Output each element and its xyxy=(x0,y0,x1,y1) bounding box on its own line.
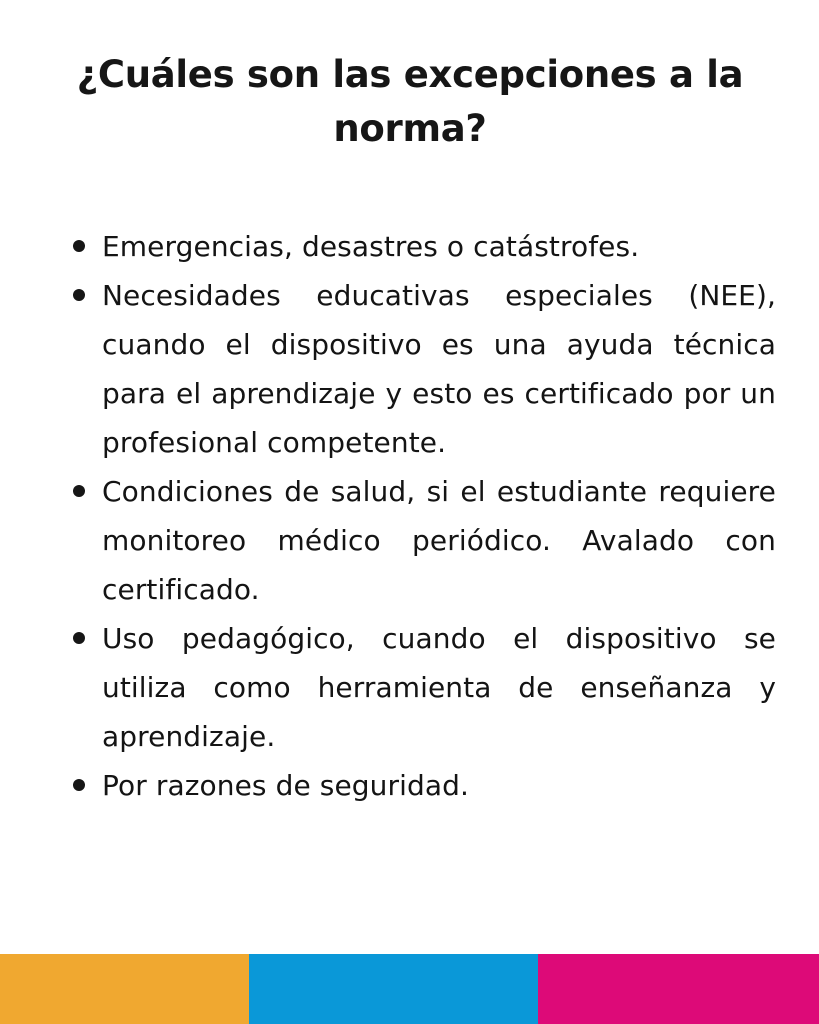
list-item xyxy=(70,222,776,271)
bullet-icon xyxy=(73,632,85,644)
list-item-text: Emergencias, desastres o catástrofes. xyxy=(102,230,640,263)
list-item xyxy=(70,271,776,467)
list-item xyxy=(70,467,776,614)
blue-stripe xyxy=(249,954,538,1024)
list-item-text: Condiciones de salud, si el estudiante requiere monitoreo médico periódico. Avalado con certificado. xyxy=(102,475,776,606)
bullet-icon xyxy=(73,240,85,252)
magenta-stripe xyxy=(538,954,819,1024)
bullet-icon xyxy=(73,779,85,791)
list-item-text: Por razones de seguridad. xyxy=(102,769,470,802)
list-item xyxy=(70,614,776,761)
page-title: ¿Cuáles son las excepciones a la norma? xyxy=(76,53,744,150)
bullet-icon xyxy=(73,485,85,497)
orange-stripe xyxy=(0,954,249,1024)
exceptions-list xyxy=(70,222,776,810)
color-stripes-footer xyxy=(0,954,819,1024)
list-item-text: Uso pedagógico, cuando el dispositivo se utiliza como herramienta de enseñanza y aprendizaje. xyxy=(102,622,776,753)
list-item xyxy=(70,761,776,810)
bullet-icon xyxy=(73,289,85,301)
list-item-text: Necesidades educativas especiales (NEE), cuando el dispositivo es una ayuda técnica para el aprendizaje y esto es certificado por un profesional competente. xyxy=(102,279,776,459)
